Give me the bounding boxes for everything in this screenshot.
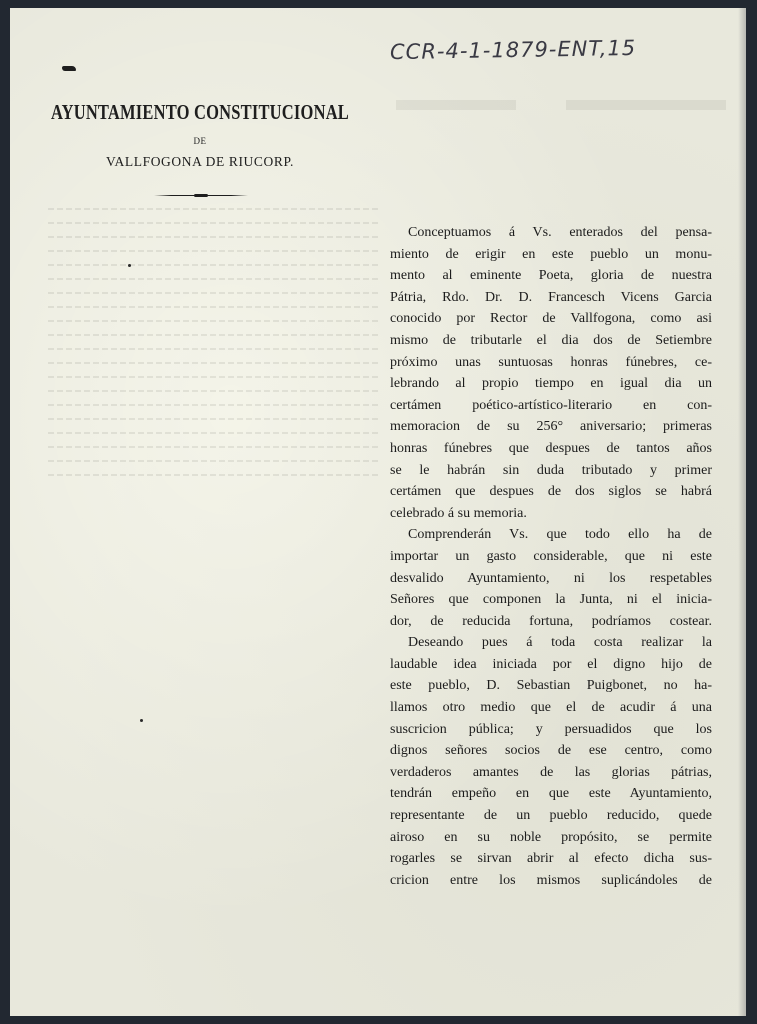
text-line: honras fúnebres que despues de tantos años xyxy=(390,440,712,456)
text-line: laudable idea iniciada por el digno hijo de xyxy=(390,656,712,672)
letter-body xyxy=(390,222,712,891)
text-line: conocido por Rector de Vallfogona, como asi xyxy=(390,311,712,327)
ornamental-rule xyxy=(154,195,248,197)
text-line: este pueblo, D. Sebastian Puigbonet, no ha- xyxy=(390,678,712,694)
text-line: Pátria, Rdo. Dr. D. Francesch Vicens Garcia xyxy=(390,289,712,305)
text-line: suscricion pública; y persuadidos que los xyxy=(390,721,712,737)
text-line: representante de un pueblo reducido, quede xyxy=(390,808,712,824)
text-line: llamos otro medio que el de acudir á una xyxy=(390,700,712,716)
ink-mark xyxy=(62,66,76,71)
letterhead-preposition: DE xyxy=(193,136,207,146)
text-line: mismo de tributarle el dia dos de Setiembre xyxy=(390,332,712,348)
text-line: tendrán empeño en que este Ayuntamiento, xyxy=(390,786,712,802)
text-line: certámen que despues de dos siglos se habrá xyxy=(390,484,712,500)
text-line: importar un gasto considerable, que ni este xyxy=(390,548,712,564)
text-line: Señores que componen la Junta, ni el inicia- xyxy=(390,592,712,608)
page-edge-shadow xyxy=(738,8,746,1016)
text-line: próximo unas suntuosas honras fúnebres, ce- xyxy=(390,354,712,370)
ink-speck xyxy=(140,719,143,722)
text-line: memoracion de su 256° aniversario; primeras xyxy=(390,419,712,435)
archive-reference: CCR-4-1-1879-ENT,15 xyxy=(389,35,637,65)
reverse-heading-show-through xyxy=(356,96,736,126)
text-line: Conceptuamos á Vs. enterados del pensa- xyxy=(408,225,712,240)
text-line: cricion entre los mismos suplicándoles de xyxy=(390,872,712,888)
text-line: Deseando pues á toda costa realizar la xyxy=(408,635,712,651)
text-line: lebrando al propio tiempo en igual dia un xyxy=(390,376,712,392)
text-line: airoso en su noble propósito, se permite xyxy=(390,829,712,845)
text-line: verdaderos amantes de las glorias pátrias, xyxy=(390,764,712,780)
letterhead-place: VALLFOGONA DE RIUCORP. xyxy=(105,154,295,169)
document-page xyxy=(10,8,746,1016)
reverse-side-show-through xyxy=(46,200,378,488)
text-line: certámen poético-artístico-literario en con- xyxy=(390,397,712,413)
text-line: celebrado á su memoria. xyxy=(390,505,527,521)
ink-speck xyxy=(128,264,131,267)
text-line: se le habrán sin duda tributado y primer xyxy=(390,462,712,478)
text-line: mento al eminente Poeta, gloria de nuestra xyxy=(390,268,712,284)
text-line: rogarles se sirvan abrir al efecto dicha sus- xyxy=(390,851,712,867)
text-line: desvalido Ayuntamiento, ni los respetables xyxy=(390,570,712,586)
text-line: miento de erigir en este pueblo un monu- xyxy=(390,246,712,262)
text-line: dor, de reducida fortuna, podríamos costear. xyxy=(390,613,712,629)
letterhead-title: AYUNTAMIENTO CONSTITUCIONAL xyxy=(50,100,350,124)
text-line: dignos señores socios de ese centro, como xyxy=(390,743,712,759)
letterhead xyxy=(50,100,350,170)
text-line: Comprenderán Vs. que todo ello ha de xyxy=(408,527,712,543)
